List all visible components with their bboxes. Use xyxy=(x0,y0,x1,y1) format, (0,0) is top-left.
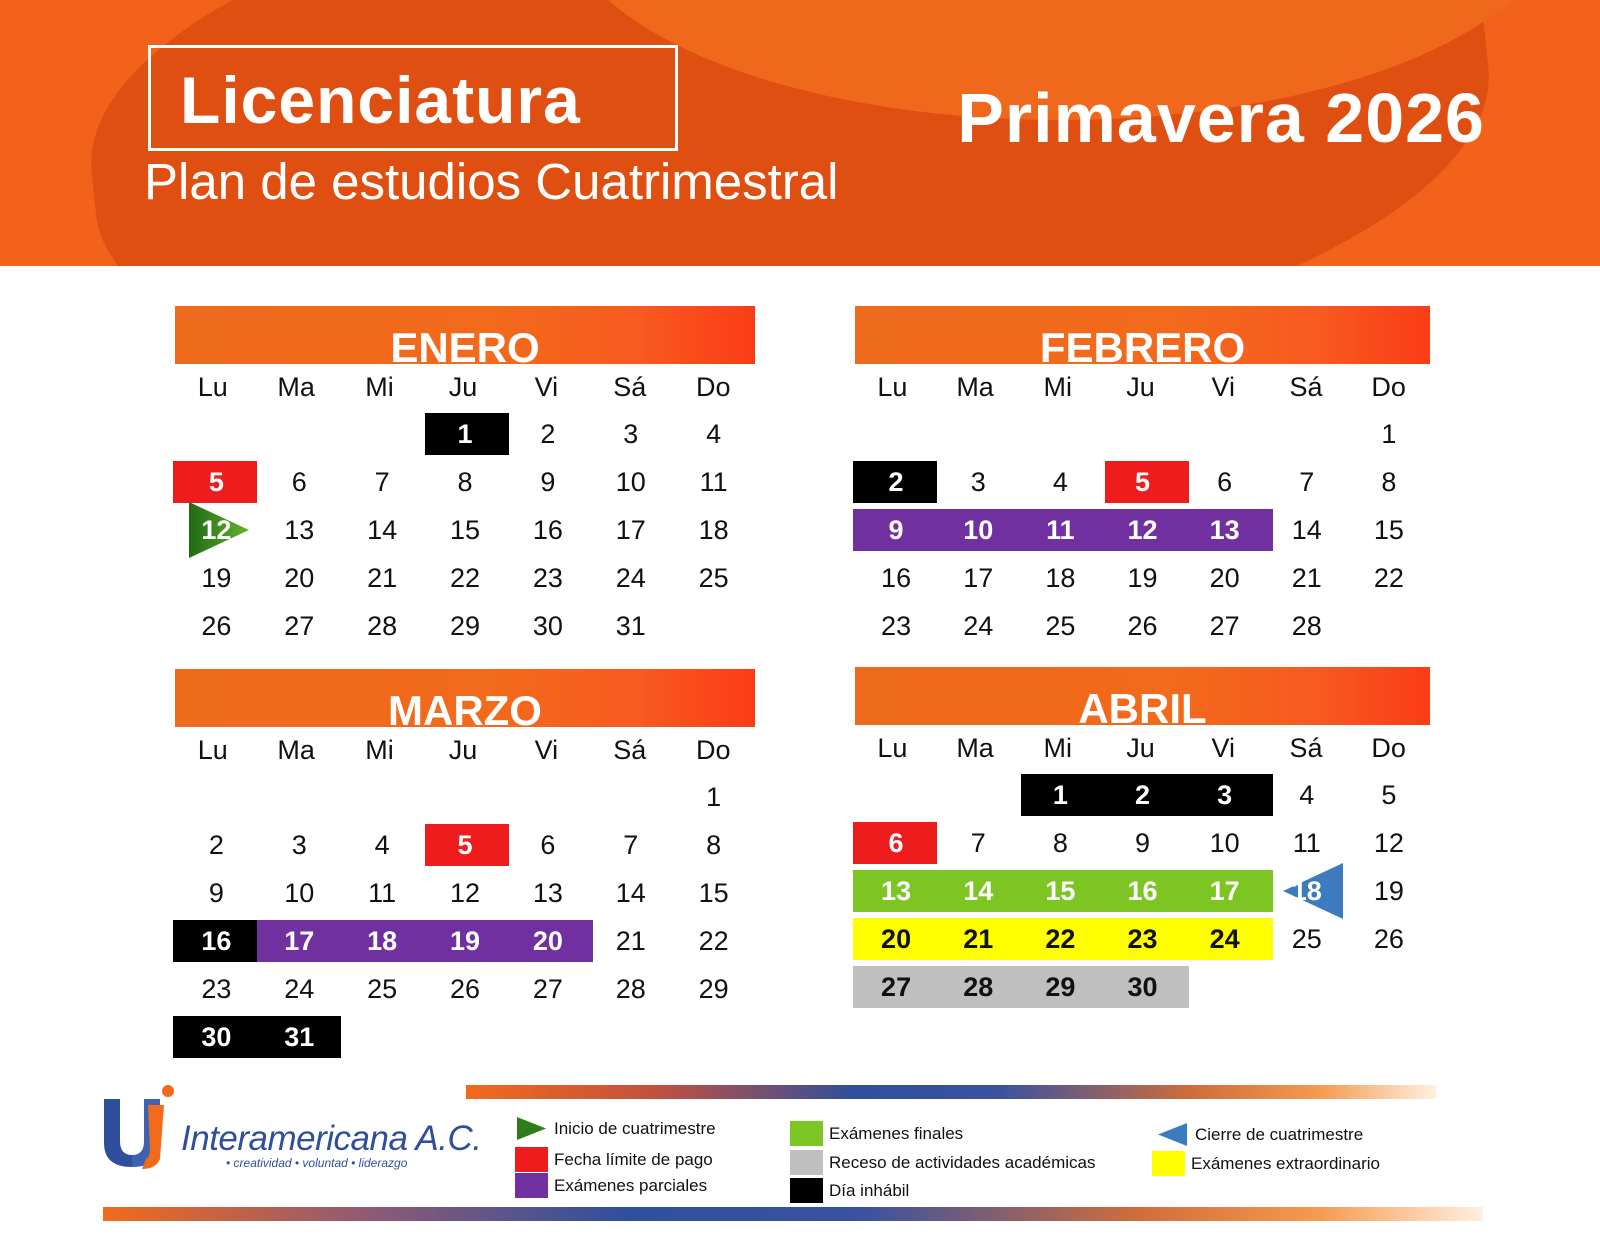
day-cell: 12 xyxy=(201,514,232,545)
day-cell xyxy=(506,773,589,821)
day-cell: 18 xyxy=(1291,875,1322,906)
triangle-left-icon xyxy=(1156,1122,1189,1147)
month-name: ENERO xyxy=(390,324,540,371)
day-cell xyxy=(855,410,937,458)
legend-inicio xyxy=(515,1116,716,1141)
weekday-label: Vi xyxy=(1211,732,1235,763)
day-cell: 11 xyxy=(1292,827,1321,858)
week-row xyxy=(175,506,755,554)
weekday-label: Mi xyxy=(1043,371,1073,402)
day-cell: 22 xyxy=(1045,923,1076,954)
day-cell: 12 xyxy=(1373,827,1404,858)
day-cell: 24 xyxy=(284,973,315,1004)
weekday-label: Mi xyxy=(365,371,394,402)
week-row xyxy=(175,458,755,506)
week-row xyxy=(855,963,1430,1011)
day-cell: 25 xyxy=(698,562,729,593)
day-cell: 19 xyxy=(1373,875,1404,906)
day-cell: 8 xyxy=(1381,466,1397,497)
day-cell xyxy=(258,773,341,821)
day-cell: 29 xyxy=(1045,971,1076,1002)
legend-divider-top xyxy=(466,1085,1436,1099)
header-banner xyxy=(0,0,1600,266)
day-cell: 3 xyxy=(970,466,986,497)
day-cell: 5 xyxy=(457,829,473,860)
day-cell xyxy=(672,602,755,650)
legend-pago-label: Fecha límite de pago xyxy=(554,1149,713,1169)
weekday-label: Lu xyxy=(877,732,908,763)
day-cell: 27 xyxy=(284,610,315,641)
logo-name: Interamericana A.C. xyxy=(181,1119,482,1158)
weekday-label: Ma xyxy=(277,371,315,402)
week-row xyxy=(855,554,1430,602)
day-cell: 30 xyxy=(532,610,563,641)
day-cell: 3 xyxy=(1217,779,1233,810)
weekday-label: Sá xyxy=(613,734,647,765)
day-cell: 22 xyxy=(1373,562,1404,593)
day-cell xyxy=(672,1013,755,1061)
month-header xyxy=(175,306,755,371)
day-cell: 5 xyxy=(1381,779,1397,810)
legend-parciales xyxy=(515,1173,707,1198)
logo-tagline: • creatividad • voluntad • liderazgo xyxy=(226,1156,408,1170)
day-cell: 2 xyxy=(540,418,556,449)
day-cell: 22 xyxy=(698,925,729,956)
legend-divider-bottom xyxy=(103,1207,1483,1221)
day-cell: 10 xyxy=(284,877,315,908)
day-cell: 21 xyxy=(367,562,398,593)
day-cell xyxy=(1019,410,1101,458)
legend-inicio-label: Inicio de cuatrimestre xyxy=(554,1118,716,1138)
weekday-label: Ma xyxy=(277,734,315,765)
day-cell xyxy=(589,1013,672,1061)
weekday-label: Ju xyxy=(448,734,478,765)
week-row xyxy=(855,410,1430,458)
day-cell: 4 xyxy=(1299,779,1315,810)
day-cell: 9 xyxy=(1134,827,1150,858)
day-cell: 4 xyxy=(374,829,390,860)
day-cell xyxy=(1348,963,1430,1011)
weekday-label: Ju xyxy=(1126,732,1155,763)
legend-inhabil-label: Día inhábil xyxy=(829,1180,910,1200)
month-name: MARZO xyxy=(388,687,542,734)
week-row xyxy=(175,602,755,650)
day-cell: 14 xyxy=(367,514,398,545)
day-cell: 23 xyxy=(201,973,232,1004)
legend-swatch-red xyxy=(515,1147,548,1172)
logo-icon xyxy=(98,1083,176,1169)
day-cell xyxy=(424,1013,507,1061)
month-grid xyxy=(175,410,755,650)
day-cell: 17 xyxy=(1209,875,1240,906)
day-cell: 21 xyxy=(963,923,994,954)
day-cell: 31 xyxy=(284,1021,315,1052)
day-cell: 7 xyxy=(1299,466,1315,497)
legend-parciales-label: Exámenes parciales xyxy=(554,1175,708,1195)
week-row xyxy=(175,773,755,821)
day-cell: 7 xyxy=(623,829,639,860)
week-row xyxy=(855,506,1430,554)
day-cell: 6 xyxy=(888,827,904,858)
day-cell: 28 xyxy=(963,971,994,1002)
month-abril xyxy=(855,667,1430,1011)
day-cell: 12 xyxy=(449,877,481,908)
day-cell: 5 xyxy=(1134,466,1150,497)
legend-receso xyxy=(790,1150,1095,1175)
month-grid xyxy=(855,410,1430,650)
day-cell: 17 xyxy=(284,925,315,956)
weekday-label: Vi xyxy=(1211,371,1235,402)
day-cell: 15 xyxy=(1045,875,1076,906)
day-cell xyxy=(341,1013,424,1061)
day-cell: 20 xyxy=(532,925,563,956)
legend-extraordinario-label: Exámenes extraordinario xyxy=(1191,1153,1380,1173)
legend-cierre-label: Cierre de cuatrimestre xyxy=(1195,1124,1364,1144)
day-cell xyxy=(341,410,424,458)
legend-swatch-purple xyxy=(515,1173,548,1198)
weekday-label: Mi xyxy=(365,734,394,765)
week-row xyxy=(175,821,755,869)
day-cell: 13 xyxy=(284,514,315,545)
day-cell: 13 xyxy=(532,877,563,908)
day-cell: 28 xyxy=(367,610,398,641)
day-cell: 27 xyxy=(532,973,563,1004)
legend-swatch-gray xyxy=(790,1150,823,1175)
day-cell xyxy=(175,773,258,821)
week-row xyxy=(855,819,1430,867)
weekday-label: Do xyxy=(695,734,731,765)
weekday-label: Vi xyxy=(534,371,559,402)
season-title: Primavera 2026 xyxy=(957,79,1485,157)
day-cell xyxy=(1184,963,1266,1011)
weekday-label: Lu xyxy=(877,371,908,402)
day-cell: 15 xyxy=(1373,514,1404,545)
day-cell: 18 xyxy=(1045,562,1076,593)
day-cell: 16 xyxy=(881,562,912,593)
weekday-label: Ma xyxy=(956,371,994,402)
page-title: Licenciatura xyxy=(180,63,581,137)
day-cell: 20 xyxy=(881,923,912,954)
day-cell: 15 xyxy=(698,877,729,908)
month-grid xyxy=(855,771,1430,1011)
day-cell: 25 xyxy=(367,973,398,1004)
day-cell: 2 xyxy=(888,466,904,497)
day-cell: 26 xyxy=(201,610,232,641)
day-cell xyxy=(937,771,1019,819)
month-name: ABRIL xyxy=(1078,685,1207,732)
day-cell: 11 xyxy=(1046,514,1075,545)
day-cell: 19 xyxy=(449,925,481,956)
day-cell: 26 xyxy=(1373,923,1404,954)
day-cell: 11 xyxy=(699,466,728,497)
day-cell xyxy=(258,410,341,458)
day-cell: 25 xyxy=(1045,610,1076,641)
legend-swatch-green xyxy=(790,1121,823,1146)
day-cell: 2 xyxy=(208,829,224,860)
day-cell: 21 xyxy=(1291,562,1322,593)
legend-inhabil xyxy=(790,1178,909,1203)
week-row xyxy=(855,458,1430,506)
day-cell: 16 xyxy=(201,925,232,956)
weekday-label: Sá xyxy=(1289,371,1323,402)
day-cell: 8 xyxy=(457,466,473,497)
day-cell: 22 xyxy=(449,562,481,593)
week-row xyxy=(175,410,755,458)
weekday-label: Do xyxy=(1371,732,1406,763)
day-cell: 17 xyxy=(963,562,994,593)
day-cell: 19 xyxy=(1127,562,1158,593)
day-cell: 24 xyxy=(963,610,994,641)
day-cell: 24 xyxy=(615,562,646,593)
legend-cierre xyxy=(1156,1122,1363,1147)
legend-receso-label: Receso de actividades académicas xyxy=(829,1152,1096,1172)
weekday-label: Do xyxy=(1371,371,1406,402)
weekday-label: Lu xyxy=(197,371,228,402)
day-cell: 17 xyxy=(615,514,646,545)
day-cell: 26 xyxy=(1127,610,1158,641)
weekday-label: Mi xyxy=(1043,732,1073,763)
day-cell: 21 xyxy=(615,925,646,956)
day-cell: 6 xyxy=(291,466,307,497)
month-enero xyxy=(175,306,755,650)
day-cell xyxy=(937,410,1019,458)
day-cell: 2 xyxy=(1134,779,1150,810)
legend-finales xyxy=(790,1121,963,1146)
day-cell: 20 xyxy=(1209,562,1240,593)
day-cell: 10 xyxy=(1209,827,1240,858)
day-cell: 14 xyxy=(615,877,646,908)
day-cell: 4 xyxy=(706,418,722,449)
day-cell xyxy=(1348,602,1430,650)
day-cell: 9 xyxy=(540,466,556,497)
day-cell: 10 xyxy=(615,466,646,497)
legend-swatch-yellow xyxy=(1152,1151,1185,1176)
day-cell: 24 xyxy=(1209,923,1240,954)
week-row xyxy=(855,771,1430,819)
month-header xyxy=(175,669,755,734)
legend-finales-label: Exámenes finales xyxy=(829,1123,964,1143)
week-row xyxy=(175,965,755,1013)
weekday-label: Sá xyxy=(613,371,647,402)
day-cell: 30 xyxy=(1127,971,1158,1002)
day-cell: 31 xyxy=(615,610,646,641)
day-cell: 14 xyxy=(1291,514,1322,545)
week-row xyxy=(855,602,1430,650)
month-header xyxy=(855,667,1430,732)
day-cell: 1 xyxy=(1381,418,1397,449)
day-cell: 16 xyxy=(1127,875,1158,906)
day-cell: 4 xyxy=(1052,466,1068,497)
month-marzo xyxy=(175,669,755,1061)
weekday-label: Do xyxy=(695,371,731,402)
day-cell: 8 xyxy=(1052,827,1068,858)
triangle-right-icon xyxy=(515,1116,548,1141)
page-subtitle: Plan de estudios Cuatrimestral xyxy=(144,153,839,210)
day-cell xyxy=(1266,963,1348,1011)
day-cell: 6 xyxy=(1217,466,1233,497)
day-cell: 18 xyxy=(367,925,398,956)
day-cell: 10 xyxy=(963,514,994,545)
day-cell: 9 xyxy=(208,877,224,908)
day-cell xyxy=(175,410,258,458)
legend-pago xyxy=(515,1147,713,1172)
day-cell: 11 xyxy=(368,877,397,908)
weekday-label: Vi xyxy=(534,734,559,765)
day-cell: 8 xyxy=(706,829,722,860)
day-cell xyxy=(1266,410,1348,458)
day-cell: 5 xyxy=(208,466,224,497)
day-cell: 13 xyxy=(1209,514,1240,545)
legend-swatch-black xyxy=(790,1178,823,1203)
day-cell: 15 xyxy=(449,514,481,545)
week-row xyxy=(175,869,755,917)
day-cell: 1 xyxy=(457,418,473,449)
day-cell: 26 xyxy=(449,973,481,1004)
day-cell: 29 xyxy=(449,610,481,641)
day-cell: 1 xyxy=(1052,779,1068,810)
week-row xyxy=(855,867,1430,915)
month-name: FEBRERO xyxy=(1039,324,1246,371)
day-cell: 12 xyxy=(1127,514,1158,545)
month-febrero xyxy=(855,306,1430,650)
week-row xyxy=(175,554,755,602)
day-cell: 27 xyxy=(881,971,912,1002)
day-cell: 30 xyxy=(201,1021,232,1052)
legend-extraordinario xyxy=(1152,1151,1380,1176)
day-cell: 6 xyxy=(540,829,556,860)
day-cell: 27 xyxy=(1209,610,1240,641)
day-cell xyxy=(424,773,507,821)
day-cell: 23 xyxy=(1127,923,1158,954)
week-row xyxy=(175,1013,755,1061)
day-cell: 3 xyxy=(291,829,307,860)
day-cell: 1 xyxy=(706,781,722,812)
weekday-label: Ju xyxy=(448,371,478,402)
month-header xyxy=(855,306,1430,371)
day-cell: 16 xyxy=(532,514,563,545)
day-cell: 23 xyxy=(532,562,563,593)
day-cell: 28 xyxy=(615,973,646,1004)
weekday-label: Sá xyxy=(1289,732,1323,763)
day-cell: 9 xyxy=(888,514,904,545)
week-row xyxy=(175,917,755,965)
day-cell: 29 xyxy=(698,973,729,1004)
day-cell xyxy=(589,773,672,821)
day-cell: 19 xyxy=(201,562,232,593)
day-cell xyxy=(341,773,424,821)
day-cell: 25 xyxy=(1291,923,1322,954)
day-cell: 28 xyxy=(1291,610,1322,641)
weekday-label: Ma xyxy=(956,732,994,763)
day-cell: 7 xyxy=(970,827,986,858)
day-cell xyxy=(855,771,937,819)
day-cell: 20 xyxy=(284,562,315,593)
day-cell xyxy=(506,1013,589,1061)
day-cell: 14 xyxy=(963,875,994,906)
day-cell: 18 xyxy=(698,514,729,545)
week-row xyxy=(855,915,1430,963)
day-cell xyxy=(1184,410,1266,458)
weekday-label: Ju xyxy=(1126,371,1155,402)
month-grid xyxy=(175,773,755,1061)
weekday-label: Lu xyxy=(197,734,228,765)
day-cell: 3 xyxy=(623,418,639,449)
day-cell: 13 xyxy=(881,875,912,906)
day-cell: 7 xyxy=(374,466,390,497)
day-cell xyxy=(1101,410,1183,458)
day-cell: 23 xyxy=(881,610,912,641)
